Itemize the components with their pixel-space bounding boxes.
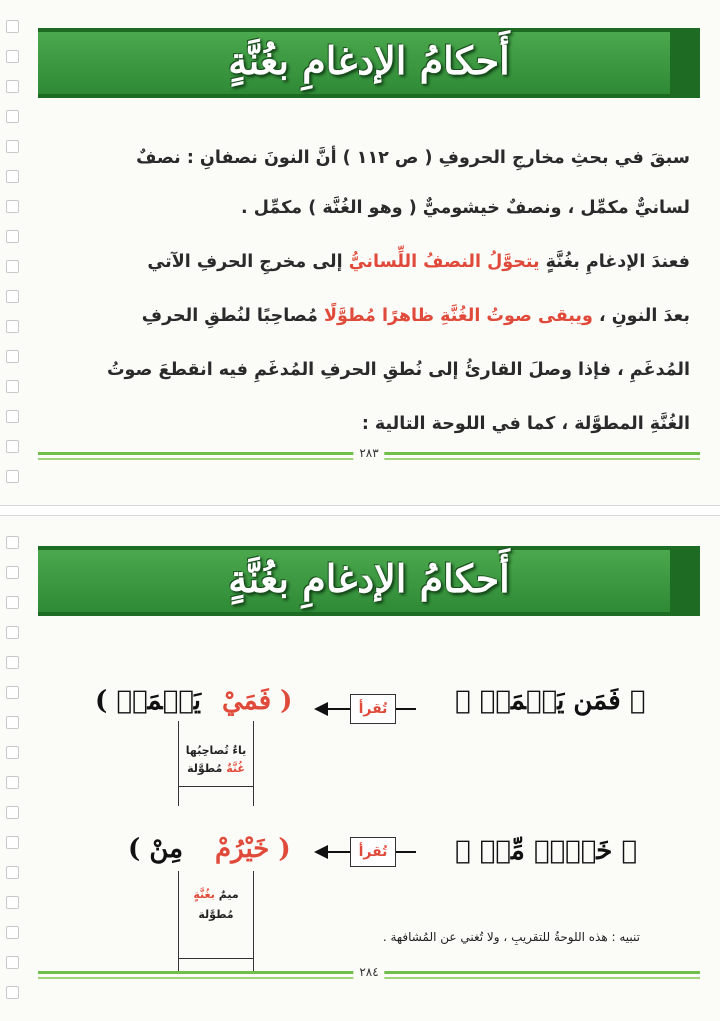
- example-1-bracket-left: [178, 721, 179, 806]
- example-2-original: ﴿ خَيۡرٞ مِّنۡ ﴾: [455, 836, 637, 866]
- text-line-6: الغُنَّةِ المطوَّلة ، كما في اللوحة التالية :: [361, 414, 690, 434]
- example-1-note-line1: ياءٌ تُصاحِبُها: [185, 744, 247, 757]
- example-2-reading-a: ( خَيْرُمْ: [215, 834, 291, 864]
- text-line-1: سبقَ في بحثِ مخارجِ الحروفِ ( ص ١١٢ ) أنَّ النونَ نصفانِ : نصفٌ: [136, 148, 690, 168]
- text-line-2: لسانيٌّ مكمِّل ، ونصفٌ خيشوميٌّ ( وهو الغُنَّة ) مكمِّل .: [241, 198, 690, 218]
- text-line-3: فعندَ الإدغامِ بغُنَّةٍ يتحوَّلُ النصفُ اللِّسانيُّ إلى مخرجِ الحرفِ الآتي: [147, 252, 690, 272]
- chapter-title: أَحكامُ الإدغامِ بغُنَّةٍ: [228, 556, 510, 601]
- binding-holes: [2, 516, 24, 1021]
- page-284: [0, 515, 720, 1021]
- example-1-reading-a: ( فَمَيْ: [222, 686, 293, 716]
- page-number: ٢٨٤: [353, 965, 384, 979]
- page-footer: [38, 965, 700, 983]
- explanation-text: [60, 148, 690, 448]
- example-1-note-line2: غُنَّةٌ مُطوَّلة: [187, 762, 245, 775]
- page-footer: [38, 446, 700, 464]
- example-2-bracket-right: [253, 871, 254, 973]
- example-1-arrowhead: [314, 702, 328, 716]
- text-line-5: المُدغَمِ ، فإذا وصلَ القارئُ إلى نُطقِ الحرفِ المُدغَمِ فيه انقطعَ صوتُ: [106, 360, 690, 380]
- page-number: ٢٨٣: [353, 446, 384, 460]
- example-1-duration-line: [178, 786, 253, 787]
- caveat-note: تنبيه : هذه اللوحةُ للتقريبِ ، ولا تُغني عن المُشافهة .: [382, 930, 640, 944]
- example-1-original: ﴿ فَمَن يَعۡمَلۡ ﴾: [455, 686, 646, 716]
- binding-holes: [2, 0, 24, 505]
- example-1-read-label: تُقرأ: [350, 694, 396, 724]
- example-1-reading-b: يَعۡمَلۡ ): [95, 686, 202, 716]
- page-283: [0, 0, 720, 506]
- example-2-note-line2: مُطوَّلة: [198, 908, 234, 921]
- example-2-read-label: تُقرأ: [350, 837, 396, 867]
- example-2-reading-b: مِنْ ): [128, 834, 184, 864]
- chapter-title: أَحكامُ الإدغامِ بغُنَّةٍ: [228, 38, 510, 83]
- example-2-note-line1: ميمٌ بغُنَّةٍ: [193, 888, 239, 901]
- chapter-banner: [38, 28, 700, 98]
- example-1-bracket-right: [253, 721, 254, 806]
- chapter-banner: [38, 546, 700, 616]
- text-line-4: بعدَ النونِ ، ويبقى صوتُ الغُنَّةِ ظاهرًا مُطوَّلًا مُصاحِبًا لنُطقِ الحرفِ: [141, 306, 690, 326]
- example-2-arrowhead: [314, 845, 328, 859]
- example-2-duration-line: [178, 958, 253, 959]
